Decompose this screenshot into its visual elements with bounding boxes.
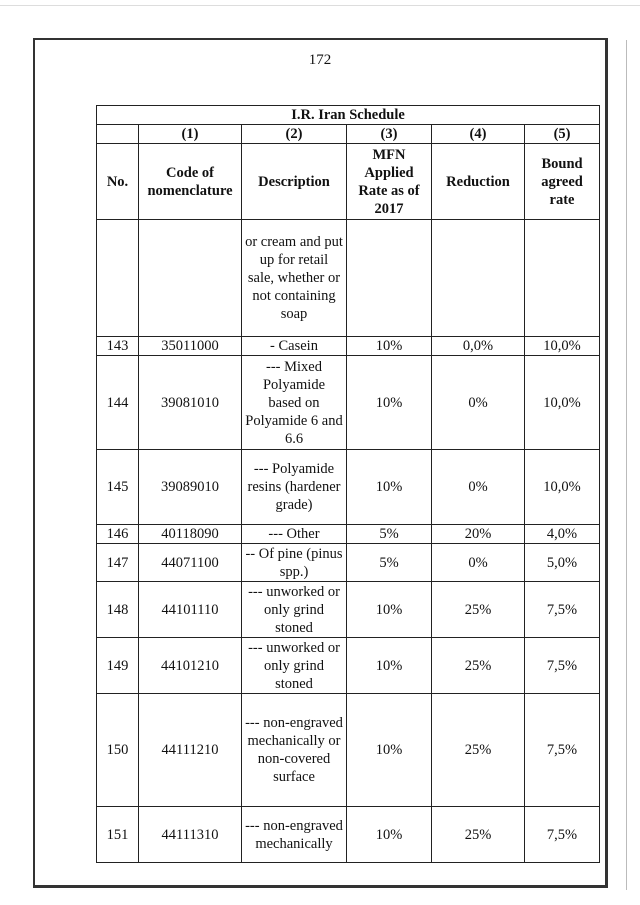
cell-description: --- non-engraved mechanically or non-covered surface: [242, 694, 347, 807]
cell-description: -- Of pine (pinus spp.): [242, 544, 347, 582]
table-caption: I.R. Iran Schedule: [97, 106, 600, 125]
header-reduction: Reduction: [432, 144, 525, 220]
cell-code: 39089010: [139, 450, 242, 525]
column-number: (4): [432, 125, 525, 144]
cell-reduction: 0,0%: [432, 337, 525, 356]
cell-mfn: 10%: [347, 582, 432, 638]
cell-description: --- Polyamide resins (hardener grade): [242, 450, 347, 525]
table-row: [97, 694, 600, 807]
header-description: Description: [242, 144, 347, 220]
table-row: [97, 525, 600, 544]
header-code: Code of nomenclature: [139, 144, 242, 220]
table-row: [97, 356, 600, 450]
cell-reduction: 0%: [432, 450, 525, 525]
cell-no: 146: [97, 525, 139, 544]
cell-code: 44101210: [139, 638, 242, 694]
table-row: [97, 450, 600, 525]
cell-mfn: 10%: [347, 694, 432, 807]
cell-no: 145: [97, 450, 139, 525]
cell-description: --- unworked or only grind stoned: [242, 582, 347, 638]
cell-bound: 7,5%: [525, 638, 600, 694]
cell-code: 44111310: [139, 807, 242, 863]
cell-reduction: [432, 220, 525, 337]
column-number: [97, 125, 139, 144]
cell-reduction: 25%: [432, 582, 525, 638]
cell-mfn: 5%: [347, 544, 432, 582]
header-mfn-rate: MFN Applied Rate as of 2017: [347, 144, 432, 220]
column-number: (2): [242, 125, 347, 144]
cell-no: 149: [97, 638, 139, 694]
column-number: (5): [525, 125, 600, 144]
cell-bound: 10,0%: [525, 337, 600, 356]
cell-reduction: 0%: [432, 544, 525, 582]
cell-mfn: [347, 220, 432, 337]
cell-code: 44071100: [139, 544, 242, 582]
column-number: (3): [347, 125, 432, 144]
scan-artifact-edge: [626, 40, 627, 890]
scan-artifact-line: [0, 5, 640, 6]
cell-bound: 10,0%: [525, 450, 600, 525]
cell-code: 39081010: [139, 356, 242, 450]
cell-no: 144: [97, 356, 139, 450]
cell-description: --- non-engraved mechanically: [242, 807, 347, 863]
table-row: [97, 638, 600, 694]
cell-code: 44111210: [139, 694, 242, 807]
cell-code: [139, 220, 242, 337]
cell-no: 143: [97, 337, 139, 356]
table-row: [97, 337, 600, 356]
header-no: No.: [97, 144, 139, 220]
cell-reduction: 25%: [432, 807, 525, 863]
cell-mfn: 10%: [347, 337, 432, 356]
table-row: [97, 544, 600, 582]
cell-bound: 7,5%: [525, 582, 600, 638]
cell-code: 35011000: [139, 337, 242, 356]
cell-bound: 4,0%: [525, 525, 600, 544]
cell-description: --- Other: [242, 525, 347, 544]
cell-no: 150: [97, 694, 139, 807]
cell-no: 151: [97, 807, 139, 863]
cell-bound: [525, 220, 600, 337]
cell-bound: 7,5%: [525, 807, 600, 863]
column-number: (1): [139, 125, 242, 144]
schedule-table: [96, 105, 600, 863]
cell-mfn: 5%: [347, 525, 432, 544]
cell-mfn: 10%: [347, 356, 432, 450]
cell-reduction: 25%: [432, 694, 525, 807]
cell-bound: 7,5%: [525, 694, 600, 807]
cell-description: --- Mixed Polyamide based on Polyamide 6 and 6.6: [242, 356, 347, 450]
cell-mfn: 10%: [347, 807, 432, 863]
cell-description: or cream and put up for retail sale, whether or not containing soap: [242, 220, 347, 337]
table-row: [97, 220, 600, 337]
cell-reduction: 20%: [432, 525, 525, 544]
table-row: [97, 582, 600, 638]
cell-no: 147: [97, 544, 139, 582]
table-row: [97, 807, 600, 863]
cell-no: [97, 220, 139, 337]
cell-no: 148: [97, 582, 139, 638]
cell-description: - Casein: [242, 337, 347, 356]
cell-code: 44101110: [139, 582, 242, 638]
cell-mfn: 10%: [347, 638, 432, 694]
cell-reduction: 0%: [432, 356, 525, 450]
cell-mfn: 10%: [347, 450, 432, 525]
cell-code: 40118090: [139, 525, 242, 544]
cell-bound: 5,0%: [525, 544, 600, 582]
header-bound-rate: Bound agreed rate: [525, 144, 600, 220]
cell-bound: 10,0%: [525, 356, 600, 450]
cell-reduction: 25%: [432, 638, 525, 694]
page-number: 172: [308, 52, 332, 68]
cell-description: --- unworked or only grind stoned: [242, 638, 347, 694]
